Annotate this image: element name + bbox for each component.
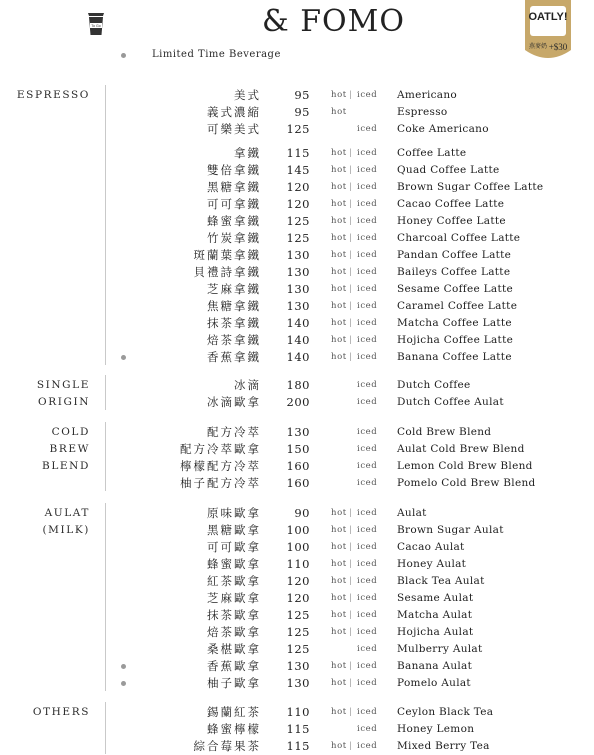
section-label: SINGLE bbox=[36, 379, 90, 391]
iced-option: iced bbox=[357, 610, 378, 620]
item-name-zh: 冰滴 bbox=[234, 378, 261, 392]
item-price: 125 bbox=[286, 625, 310, 639]
temp-separator: | bbox=[349, 741, 352, 751]
item-price: 125 bbox=[286, 642, 310, 656]
menu-item-row bbox=[0, 738, 594, 755]
iced-option: iced bbox=[357, 165, 378, 175]
temp-separator: | bbox=[349, 627, 352, 637]
item-name-en: Honey Aulat bbox=[397, 558, 467, 570]
item-name-en: Hojicha Aulat bbox=[397, 626, 474, 638]
item-price: 115 bbox=[286, 739, 310, 753]
iced-option: iced bbox=[357, 644, 378, 654]
item-price: 130 bbox=[286, 248, 310, 262]
menu-item-row bbox=[0, 179, 594, 196]
item-name-en: Black Tea Aulat bbox=[397, 575, 485, 587]
item-name-en: Cold Brew Blend bbox=[397, 426, 492, 438]
hot-option: hot bbox=[331, 301, 347, 311]
item-name-zh: 抹茶歐拿 bbox=[207, 608, 261, 622]
menu-item-row bbox=[0, 475, 594, 492]
menu-item-row bbox=[0, 162, 594, 179]
item-name-zh: 焦糖拿鐵 bbox=[207, 299, 261, 313]
temp-separator: | bbox=[349, 250, 352, 260]
hot-option: hot bbox=[331, 233, 347, 243]
item-price: 115 bbox=[286, 722, 310, 736]
hot-option: hot bbox=[331, 284, 347, 294]
menu-item-row bbox=[0, 281, 594, 298]
oatly-badge bbox=[522, 0, 574, 64]
temp-separator: | bbox=[349, 182, 352, 192]
item-price: 90 bbox=[294, 506, 310, 520]
iced-option: iced bbox=[357, 124, 378, 134]
menu-item-row bbox=[0, 196, 594, 213]
menu-item-row bbox=[0, 721, 594, 738]
menu-item-row bbox=[0, 377, 594, 394]
hot-option: hot bbox=[331, 318, 347, 328]
iced-option: iced bbox=[357, 444, 378, 454]
item-price: 130 bbox=[286, 676, 310, 690]
temp-separator: | bbox=[349, 335, 352, 345]
item-name-en: Coke Americano bbox=[397, 123, 489, 135]
menu-item-row bbox=[0, 556, 594, 573]
page-title: & FOMO bbox=[262, 4, 405, 39]
item-price: 120 bbox=[286, 574, 310, 588]
temp-separator: | bbox=[349, 508, 352, 518]
hot-option: hot bbox=[331, 90, 347, 100]
menu-item-row bbox=[0, 145, 594, 162]
item-price: 200 bbox=[286, 395, 310, 409]
section-label: ESPRESSO bbox=[16, 89, 90, 101]
item-name-zh: 拿鐵 bbox=[234, 146, 261, 160]
menu-item-row bbox=[0, 573, 594, 590]
item-name-zh: 配方冷萃歐拿 bbox=[180, 442, 261, 456]
menu-item-row bbox=[0, 539, 594, 556]
menu-item-row bbox=[0, 121, 594, 138]
item-name-en: Espresso bbox=[397, 106, 448, 118]
item-name-en: Matcha Coffee Latte bbox=[397, 317, 512, 329]
iced-option: iced bbox=[357, 461, 378, 471]
iced-option: iced bbox=[357, 90, 378, 100]
item-price: 125 bbox=[286, 214, 310, 228]
item-name-zh: 黑糖歐拿 bbox=[207, 523, 261, 537]
temp-separator: | bbox=[349, 284, 352, 294]
hot-option: hot bbox=[331, 678, 347, 688]
hot-option: hot bbox=[331, 593, 347, 603]
item-price: 180 bbox=[286, 378, 310, 392]
item-name-zh: 抹茶拿鐵 bbox=[207, 316, 261, 330]
temp-separator: | bbox=[349, 165, 352, 175]
temp-separator: | bbox=[349, 267, 352, 277]
item-name-zh: 可可歐拿 bbox=[207, 540, 261, 554]
iced-option: iced bbox=[357, 284, 378, 294]
item-price: 120 bbox=[286, 591, 310, 605]
item-name-zh: 蜂蜜拿鐵 bbox=[207, 214, 261, 228]
menu-item-row bbox=[0, 247, 594, 264]
menu-item-row bbox=[0, 607, 594, 624]
hot-option: hot bbox=[331, 661, 347, 671]
hot-option: hot bbox=[331, 559, 347, 569]
item-name-zh: 雙倍拿鐵 bbox=[207, 163, 261, 177]
item-name-zh: 冰滴歐拿 bbox=[207, 395, 261, 409]
iced-option: iced bbox=[357, 525, 378, 535]
item-price: 140 bbox=[286, 350, 310, 364]
item-price: 125 bbox=[286, 231, 310, 245]
menu-item-row bbox=[0, 264, 594, 281]
section-label: COLD bbox=[51, 426, 90, 438]
item-price: 120 bbox=[286, 197, 310, 211]
section-label: ORIGIN bbox=[38, 396, 90, 408]
item-name-en: Dutch Coffee bbox=[397, 379, 471, 391]
item-price: 125 bbox=[286, 608, 310, 622]
iced-option: iced bbox=[357, 267, 378, 277]
item-name-zh: 竹炭拿鐵 bbox=[207, 231, 261, 245]
temp-separator: | bbox=[349, 593, 352, 603]
iced-option: iced bbox=[357, 661, 378, 671]
item-name-zh: 可樂美式 bbox=[207, 122, 261, 136]
iced-option: iced bbox=[357, 427, 378, 437]
item-name-zh: 原味歐拿 bbox=[207, 506, 261, 520]
hot-option: hot bbox=[331, 741, 347, 751]
iced-option: iced bbox=[357, 380, 378, 390]
item-name-en: Quad Coffee Latte bbox=[397, 164, 500, 176]
section-label: AULAT bbox=[44, 507, 90, 519]
item-price: 140 bbox=[286, 316, 310, 330]
temp-separator: | bbox=[349, 301, 352, 311]
iced-option: iced bbox=[357, 301, 378, 311]
item-name-en: Mulberry Aulat bbox=[397, 643, 483, 655]
item-name-en: Banana Aulat bbox=[397, 660, 473, 672]
hot-option: hot bbox=[331, 199, 347, 209]
menu-item-row bbox=[0, 298, 594, 315]
iced-option: iced bbox=[357, 478, 378, 488]
menu-item-row bbox=[0, 505, 594, 522]
section-divider-line bbox=[105, 85, 106, 365]
section-label: BLEND bbox=[42, 460, 90, 472]
item-name-en: Brown Sugar Coffee Latte bbox=[397, 181, 544, 193]
section-label: (MILK) bbox=[42, 524, 90, 536]
item-name-zh: 蜂蜜檸檬 bbox=[207, 722, 261, 736]
iced-option: iced bbox=[357, 559, 378, 569]
hot-option: hot bbox=[331, 148, 347, 158]
hot-option: hot bbox=[331, 165, 347, 175]
item-name-zh: 檸檬配方冷萃 bbox=[180, 459, 261, 473]
iced-option: iced bbox=[357, 216, 378, 226]
item-price: 145 bbox=[286, 163, 310, 177]
menu-item-row bbox=[0, 641, 594, 658]
iced-option: iced bbox=[357, 233, 378, 243]
temp-separator: | bbox=[349, 661, 352, 671]
item-price: 160 bbox=[286, 459, 310, 473]
item-name-en: Lemon Cold Brew Blend bbox=[397, 460, 533, 472]
temp-separator: | bbox=[349, 352, 352, 362]
menu-item-row bbox=[0, 624, 594, 641]
item-price: 130 bbox=[286, 265, 310, 279]
iced-option: iced bbox=[357, 318, 378, 328]
item-name-zh: 義式濃縮 bbox=[207, 105, 261, 119]
item-price: 100 bbox=[286, 540, 310, 554]
limited-time-label: Limited Time Beverage bbox=[152, 49, 281, 60]
iced-option: iced bbox=[357, 576, 378, 586]
item-name-en: Matcha Aulat bbox=[397, 609, 473, 621]
hot-option: hot bbox=[331, 707, 347, 717]
item-price: 130 bbox=[286, 299, 310, 313]
item-name-en: Caramel Coffee Latte bbox=[397, 300, 518, 312]
iced-option: iced bbox=[357, 199, 378, 209]
item-name-en: Charcoal Coffee Latte bbox=[397, 232, 521, 244]
temp-separator: | bbox=[349, 559, 352, 569]
iced-option: iced bbox=[357, 707, 378, 717]
menu-item-row bbox=[0, 658, 594, 675]
cup-logo-text: To Go bbox=[91, 24, 101, 28]
temp-separator: | bbox=[349, 707, 352, 717]
iced-option: iced bbox=[357, 148, 378, 158]
menu-item-row bbox=[0, 332, 594, 349]
menu-item-row bbox=[0, 704, 594, 721]
temp-separator: | bbox=[349, 525, 352, 535]
badge-note: 燕麥奶 bbox=[528, 43, 548, 50]
item-name-zh: 焙茶歐拿 bbox=[207, 625, 261, 639]
item-name-en: Sesame Aulat bbox=[397, 592, 474, 604]
item-price: 130 bbox=[286, 425, 310, 439]
item-name-en: Pomelo Cold Brew Blend bbox=[397, 477, 536, 489]
item-name-zh: 桑椹歐拿 bbox=[207, 642, 261, 656]
item-name-zh: 柚子配方冷萃 bbox=[180, 476, 261, 490]
iced-option: iced bbox=[357, 335, 378, 345]
menu-item-row bbox=[0, 87, 594, 104]
menu-item-row bbox=[0, 349, 594, 366]
item-price: 140 bbox=[286, 333, 310, 347]
limited-marker-dot bbox=[121, 664, 126, 669]
iced-option: iced bbox=[357, 182, 378, 192]
temp-separator: | bbox=[349, 542, 352, 552]
item-name-zh: 焙茶拿鐵 bbox=[207, 333, 261, 347]
limited-marker-dot bbox=[121, 53, 126, 58]
menu-item-row bbox=[0, 394, 594, 411]
item-name-zh: 香蕉歐拿 bbox=[207, 659, 261, 673]
item-name-zh: 黑糖拿鐵 bbox=[207, 180, 261, 194]
item-name-en: Pandan Coffee Latte bbox=[397, 249, 512, 261]
item-name-zh: 綜合莓果茶 bbox=[193, 739, 261, 753]
temp-separator: | bbox=[349, 199, 352, 209]
iced-option: iced bbox=[357, 627, 378, 637]
temp-separator: | bbox=[349, 318, 352, 328]
hot-option: hot bbox=[331, 508, 347, 518]
section-label: OTHERS bbox=[32, 706, 90, 718]
section-divider-line bbox=[105, 503, 106, 691]
item-price: 110 bbox=[286, 705, 310, 719]
iced-option: iced bbox=[357, 352, 378, 362]
item-name-zh: 蜂蜜歐拿 bbox=[207, 557, 261, 571]
temp-separator: | bbox=[349, 610, 352, 620]
limited-marker-dot bbox=[121, 355, 126, 360]
item-name-zh: 配方冷萃 bbox=[207, 425, 261, 439]
item-name-zh: 紅茶歐拿 bbox=[207, 574, 261, 588]
item-name-zh: 斑蘭葉拿鐵 bbox=[193, 248, 261, 262]
hot-option: hot bbox=[331, 250, 347, 260]
item-name-zh: 香蕉拿鐵 bbox=[207, 350, 261, 364]
limited-marker-dot bbox=[121, 681, 126, 686]
hot-option: hot bbox=[331, 216, 347, 226]
item-name-en: Pomelo Aulat bbox=[397, 677, 471, 689]
temp-separator: | bbox=[349, 90, 352, 100]
hot-option: hot bbox=[331, 352, 347, 362]
item-name-en: Dutch Coffee Aulat bbox=[397, 396, 504, 408]
item-price: 130 bbox=[286, 282, 310, 296]
item-name-en: Mixed Berry Tea bbox=[397, 740, 490, 752]
item-name-en: Baileys Coffee Latte bbox=[397, 266, 511, 278]
item-price: 125 bbox=[286, 122, 310, 136]
temp-separator: | bbox=[349, 216, 352, 226]
hot-option: hot bbox=[331, 335, 347, 345]
section-label: BREW bbox=[49, 443, 90, 455]
menu-item-row bbox=[0, 104, 594, 121]
item-name-en: Brown Sugar Aulat bbox=[397, 524, 504, 536]
iced-option: iced bbox=[357, 724, 378, 734]
item-name-en: Banana Coffee Latte bbox=[397, 351, 512, 363]
temp-separator: | bbox=[349, 576, 352, 586]
hot-option: hot bbox=[331, 182, 347, 192]
item-price: 130 bbox=[286, 659, 310, 673]
item-name-en: Honey Lemon bbox=[397, 723, 475, 735]
item-name-zh: 美式 bbox=[234, 88, 261, 102]
hot-option: hot bbox=[331, 107, 347, 117]
menu-item-row bbox=[0, 424, 594, 441]
item-price: 150 bbox=[286, 442, 310, 456]
hot-option: hot bbox=[331, 525, 347, 535]
item-name-en: Aulat bbox=[397, 507, 427, 519]
menu-item-row bbox=[0, 675, 594, 692]
to-go-cup-icon bbox=[86, 10, 106, 36]
menu-item-row bbox=[0, 522, 594, 539]
item-price: 100 bbox=[286, 523, 310, 537]
item-name-zh: 芝麻拿鐵 bbox=[207, 282, 261, 296]
item-name-en: Americano bbox=[397, 89, 458, 101]
temp-separator: | bbox=[349, 148, 352, 158]
section-divider-line bbox=[105, 375, 106, 410]
menu-item-row bbox=[0, 315, 594, 332]
item-name-en: Coffee Latte bbox=[397, 147, 467, 159]
iced-option: iced bbox=[357, 397, 378, 407]
iced-option: iced bbox=[357, 741, 378, 751]
item-name-zh: 貝禮詩拿鐵 bbox=[193, 265, 261, 279]
iced-option: iced bbox=[357, 593, 378, 603]
item-price: 115 bbox=[286, 146, 310, 160]
item-price: 95 bbox=[294, 88, 310, 102]
item-name-en: Cacao Coffee Latte bbox=[397, 198, 505, 210]
item-price: 95 bbox=[294, 105, 310, 119]
menu-item-row bbox=[0, 213, 594, 230]
item-name-en: Honey Coffee Latte bbox=[397, 215, 506, 227]
item-name-zh: 柚子歐拿 bbox=[207, 676, 261, 690]
item-name-en: Hojicha Coffee Latte bbox=[397, 334, 514, 346]
badge-brand: OATLY! bbox=[528, 11, 568, 23]
menu-item-row bbox=[0, 441, 594, 458]
hot-option: hot bbox=[331, 576, 347, 586]
menu-item-row bbox=[0, 230, 594, 247]
iced-option: iced bbox=[357, 678, 378, 688]
item-name-en: Sesame Coffee Latte bbox=[397, 283, 514, 295]
iced-option: iced bbox=[357, 250, 378, 260]
item-name-zh: 芝麻歐拿 bbox=[207, 591, 261, 605]
menu-item-row bbox=[0, 458, 594, 475]
section-divider-line bbox=[105, 702, 106, 754]
hot-option: hot bbox=[331, 610, 347, 620]
item-price: 160 bbox=[286, 476, 310, 490]
section-divider-line bbox=[105, 422, 106, 491]
item-name-en: Ceylon Black Tea bbox=[397, 706, 494, 718]
temp-separator: | bbox=[349, 233, 352, 243]
menu-item-row bbox=[0, 590, 594, 607]
iced-option: iced bbox=[357, 542, 378, 552]
hot-option: hot bbox=[331, 627, 347, 637]
hot-option: hot bbox=[331, 542, 347, 552]
item-price: 110 bbox=[286, 557, 310, 571]
temp-separator: | bbox=[349, 678, 352, 688]
item-name-zh: 錫蘭紅茶 bbox=[207, 705, 261, 719]
hot-option: hot bbox=[331, 267, 347, 277]
iced-option: iced bbox=[357, 508, 378, 518]
item-name-zh: 可可拿鐵 bbox=[207, 197, 261, 211]
item-name-en: Cacao Aulat bbox=[397, 541, 465, 553]
badge-price: +$30 bbox=[548, 42, 568, 52]
item-name-en: Aulat Cold Brew Blend bbox=[397, 443, 525, 455]
item-price: 120 bbox=[286, 180, 310, 194]
